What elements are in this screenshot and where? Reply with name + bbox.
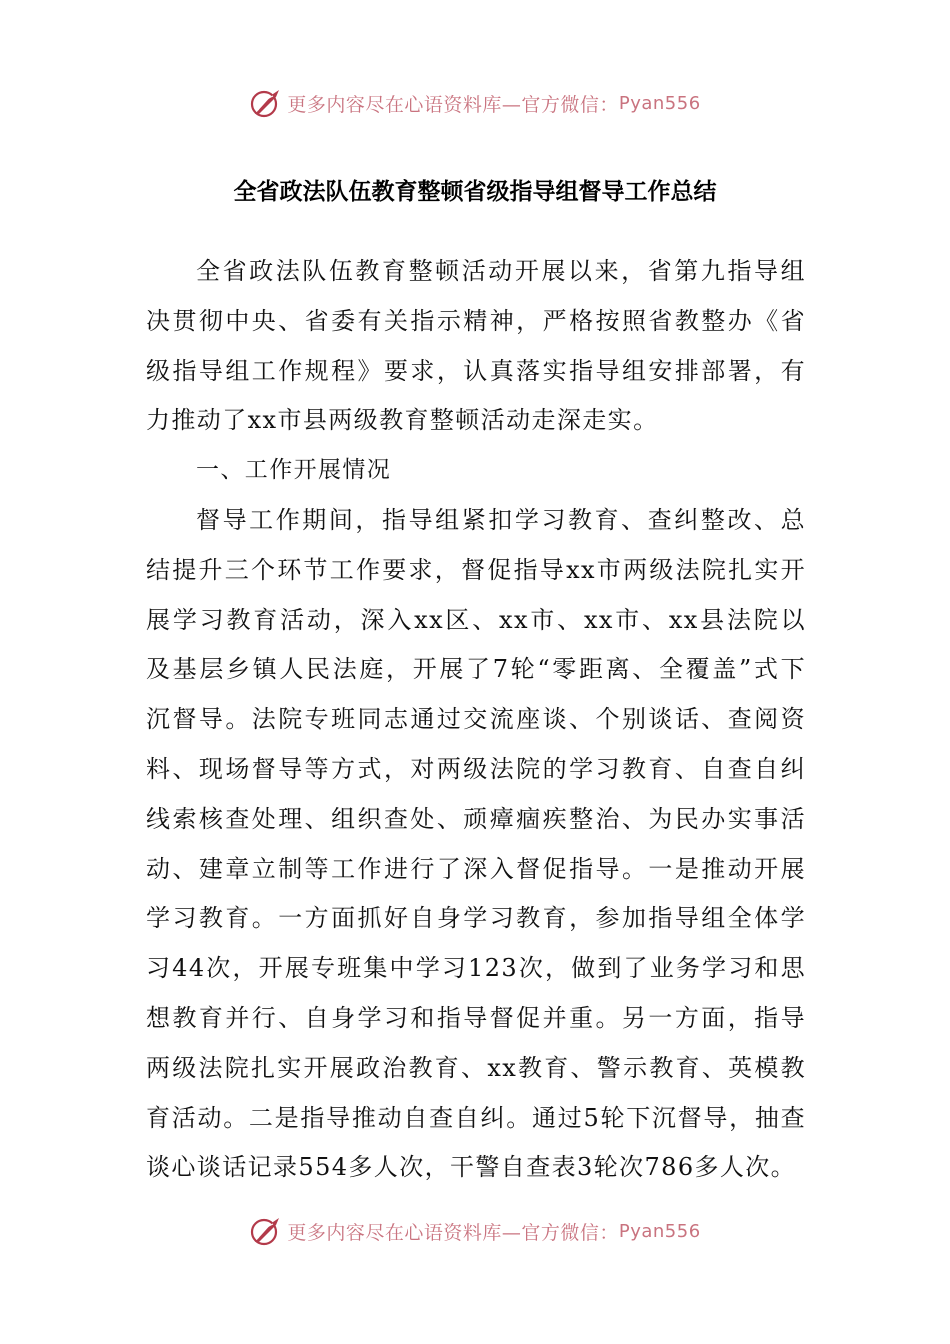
paragraph-line: 决贯彻中央、省委有关指示精神，严格按照省教整办《省 <box>146 306 806 335</box>
paragraph-line: 级指导组工作规程》要求，认真落实指导组安排部署，有 <box>146 356 806 385</box>
watermark-top <box>0 86 950 120</box>
quill-logo-icon <box>249 88 283 118</box>
watermark-bottom <box>0 1214 950 1248</box>
paragraph-line: 全省政法队伍教育整顿活动开展以来，省第九指导组 <box>196 257 806 285</box>
paragraph-line: 展学习教育活动，深入xx区、xx市、xx市、xx县法院以 <box>146 605 806 634</box>
paragraph-line: 结提升三个环节工作要求，督促指导xx市两级法院扎实开 <box>146 555 806 584</box>
paragraph-line: 习44次，开展专班集中学习123次，做到了业务学习和思 <box>146 954 806 983</box>
paragraph-line: 学习教育。一方面抓好自身学习教育，参加指导组全体学 <box>146 904 806 933</box>
watermark-text: 更多内容尽在心语资料库—官方微信： <box>287 93 619 116</box>
paragraph-line: 想教育并行、自身学习和指导督促并重。另一方面，指导 <box>146 1003 806 1032</box>
paragraph-line: 力推动了xx市县两级教育整顿活动走深走实。 <box>146 406 659 435</box>
paragraph-line: 两级法院扎实开展政治教育、xx教育、警示教育、英模教 <box>146 1053 806 1082</box>
watermark-wechat-id: Pyan556 <box>618 1220 701 1242</box>
watermark-text: 更多内容尽在心语资料库—官方微信： <box>287 1221 619 1244</box>
paragraph-line: 料、现场督导等方式，对两级法院的学习教育、自查自纠 <box>146 754 806 783</box>
document-title: 全省政法队伍教育整顿省级指导组督导工作总结 <box>233 179 717 205</box>
paragraph-line: 育活动。二是指导推动自查自纠。通过5轮下沉督导，抽查 <box>146 1103 806 1132</box>
paragraph-line: 动、建章立制等工作进行了深入督促指导。一是推动开展 <box>146 854 806 883</box>
paragraph-line: 督导工作期间，指导组紧扣学习教育、查纠整改、总 <box>196 505 806 534</box>
paragraph-line: 谈心谈话记录554多人次，干警自查表3轮次786多人次。 <box>146 1153 797 1182</box>
paragraph-line: 线索核查处理、组织查处、顽瘴痼疾整治、为民办实事活 <box>146 804 806 833</box>
paragraph-line: 及基层乡镇人民法庭，开展了7轮“零距离、全覆盖”式下 <box>146 655 806 684</box>
watermark-wechat-id: Pyan556 <box>618 92 701 114</box>
paragraph-line: 沉督导。法院专班同志通过交流座谈、个别谈话、查阅资 <box>146 705 806 734</box>
document-body <box>146 247 806 1193</box>
quill-logo-icon <box>249 1216 283 1246</box>
section-heading: 一、工作开展情况 <box>196 457 392 484</box>
